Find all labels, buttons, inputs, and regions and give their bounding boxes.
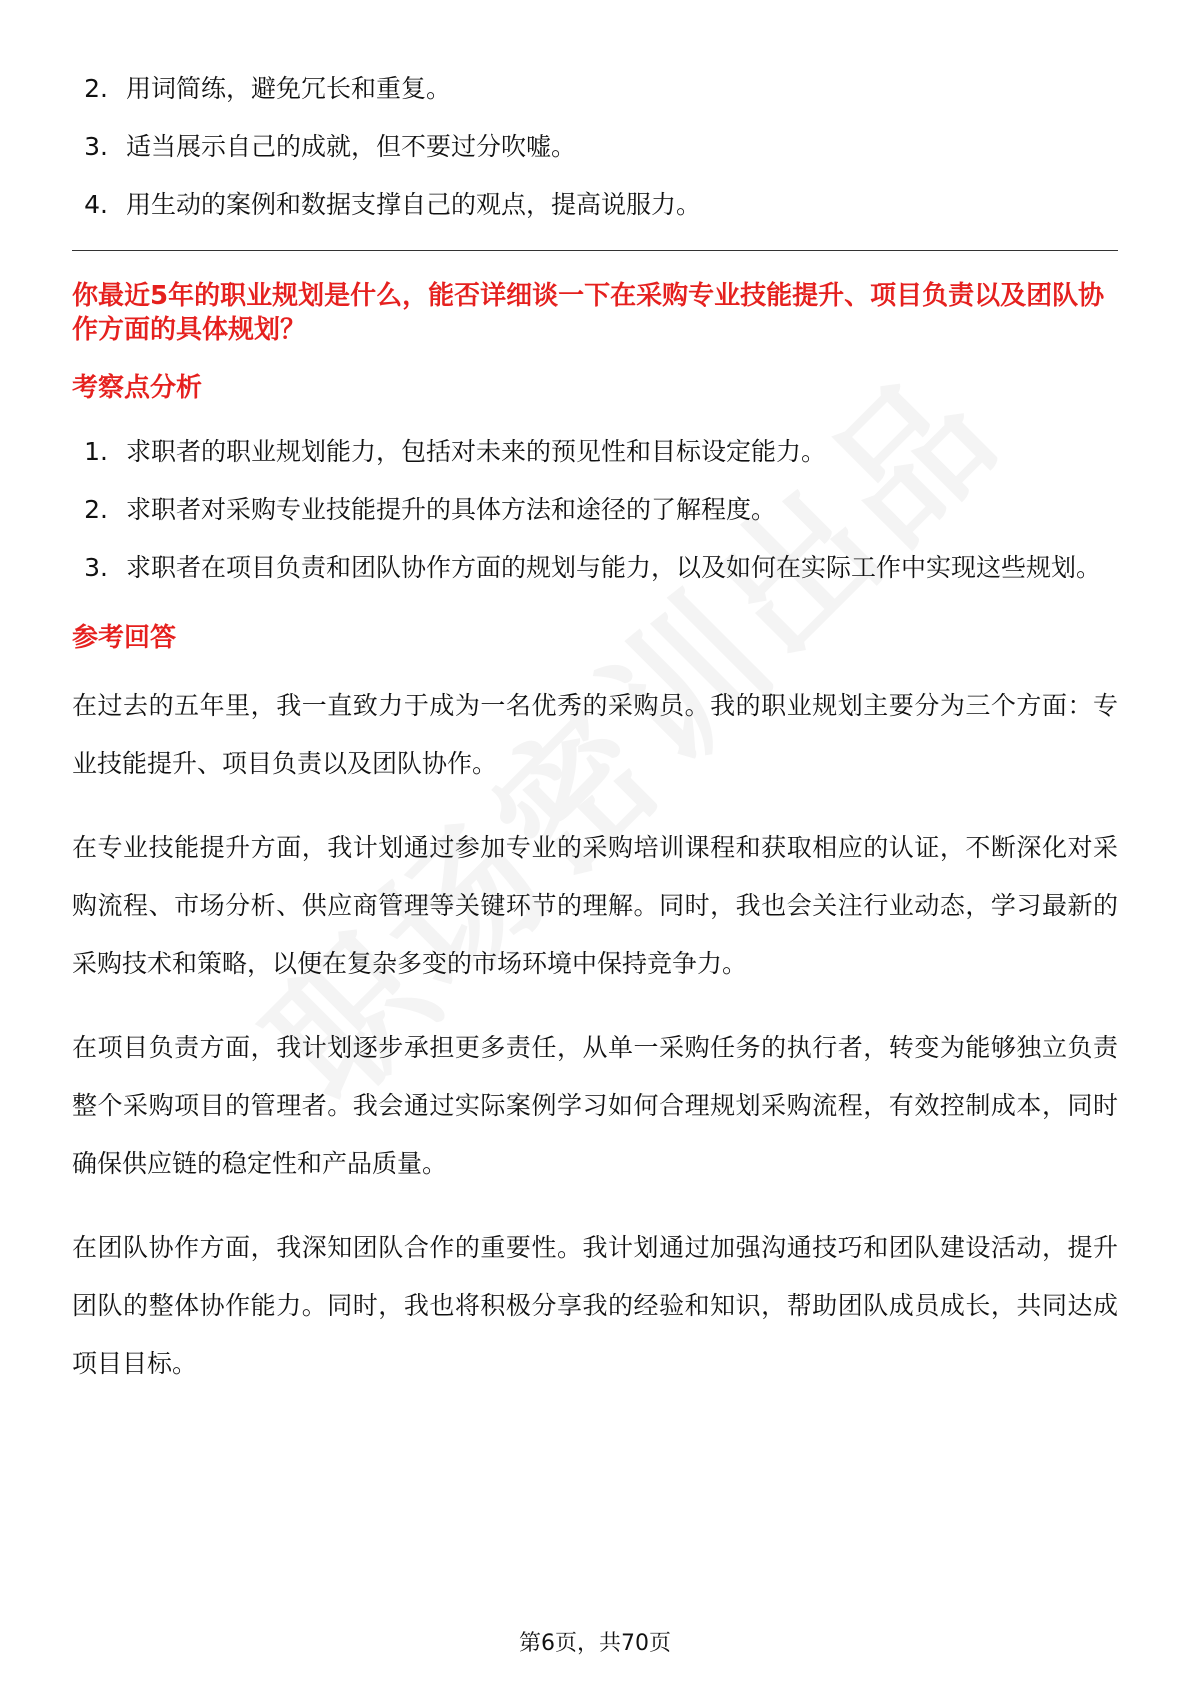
list-number: 3.: [84, 132, 108, 161]
document-page: [72, 60, 1118, 1393]
list-item: [72, 60, 1118, 118]
list-item: [72, 539, 1118, 597]
analysis-list: [72, 423, 1118, 597]
list-text: 求职者的职业规划能力，包括对未来的预见性和目标设定能力。: [126, 437, 827, 466]
question-title: 你最近5年的职业规划是什么，能否详细谈一下在采购专业技能提升、项目负责以及团队协作方面的具体规划？: [72, 281, 1105, 345]
list-number: 2.: [84, 495, 108, 524]
list-item: [72, 176, 1118, 234]
list-number: 1.: [84, 437, 108, 466]
list-text: 求职者在项目负责和团队协作方面的规划与能力，以及如何在实际工作中实现这些规划。: [126, 553, 1102, 582]
list-number: 2.: [84, 74, 108, 103]
answer-paragraph: 在专业技能提升方面，我计划通过参加专业的采购培训课程和获取相应的认证，不断深化对采购流程、市场分析、供应商管理等关键环节的理解。同时，我也会关注行业动态，学习最新的采购技术和策略，以便在复杂多变的市场环境中保持竞争力。: [72, 833, 1118, 978]
tips-list: [72, 60, 1118, 234]
section-divider: [72, 250, 1118, 251]
list-text: 适当展示自己的成就，但不要过分吹嘘。: [126, 132, 577, 161]
list-item: [72, 118, 1118, 176]
answer-paragraph: 在团队协作方面，我深知团队合作的重要性。我计划通过加强沟通技巧和团队建设活动，提升团队的整体协作能力。同时，我也将积极分享我的经验和知识，帮助团队成员成长，共同达成项目目标。: [72, 1233, 1118, 1378]
list-number: 3.: [84, 553, 108, 582]
list-text: 求职者对采购专业技能提升的具体方法和途径的了解程度。: [126, 495, 777, 524]
analysis-heading: 考察点分析: [72, 373, 203, 403]
page-footer: 第6页，共70页: [519, 1631, 671, 1656]
list-item: [72, 481, 1118, 539]
answer-paragraph: 在项目负责方面，我计划逐步承担更多责任，从单一采购任务的执行者，转变为能够独立负责整个采购项目的管理者。我会通过实际案例学习如何合理规划采购流程，有效控制成本，同时确保供应链的稳定性和产品质量。: [72, 1033, 1118, 1178]
answer-paragraph: 在过去的五年里，我一直致力于成为一名优秀的采购员。我的职业规划主要分为三个方面：专业技能提升、项目负责以及团队协作。: [72, 691, 1118, 778]
list-item: [72, 423, 1118, 481]
list-text: 用词简练，避免冗长和重复。: [126, 74, 452, 103]
list-text: 用生动的案例和数据支撑自己的观点，提高说服力。: [126, 190, 702, 219]
list-number: 4.: [84, 190, 108, 219]
answer-heading: 参考回答: [72, 623, 177, 653]
